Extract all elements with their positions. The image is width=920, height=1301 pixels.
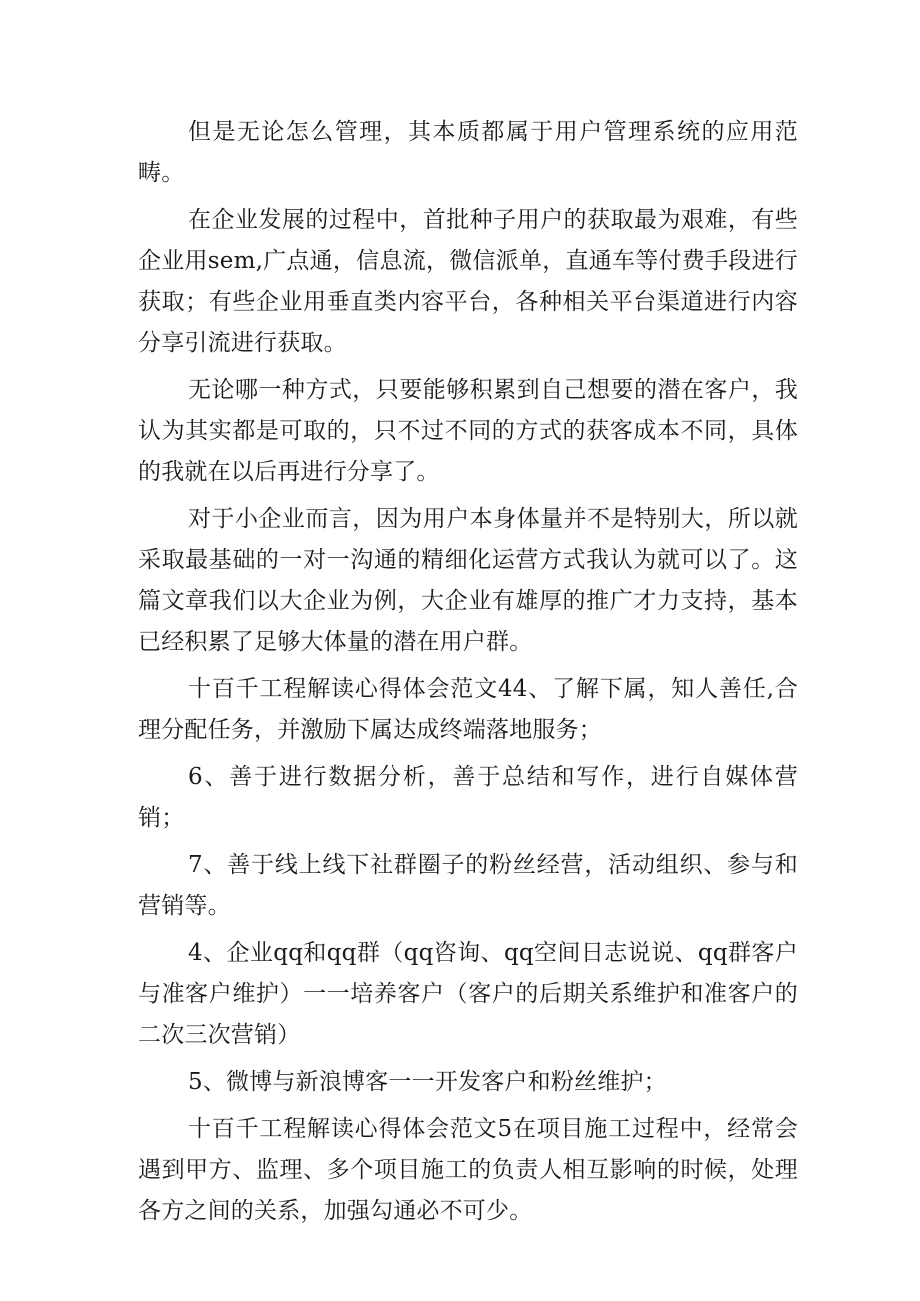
paragraph-item-5-weibo: 5、微博与新浪博客一一开发客户和粉丝维护；	[188, 1069, 667, 1095]
paragraph-item-4-qq: 4、企业qq和qq群（qq咨询、qq空间日志说说、qq群客户与准客户维护）一一培养客户（客户的后期关系维护和准客户的二次三次营销）	[138, 940, 798, 1048]
paragraph-acquisition-cost: 无论哪一种方式，只要能够积累到自己想要的潜在客户，我认为其实都是可取的，只不过不同的方式的获客成本不同，具体的我就在以后再进行分享了。	[138, 377, 798, 485]
paragraph-item-6: 6、善于进行数据分析，善于总结和写作，进行自媒体营销；	[138, 764, 798, 831]
paragraph-sample-4: 十百千工程解读心得体会范文44、了解下属，知人善任,合理分配任务，并激励下属达成终端落地服务；	[138, 676, 798, 743]
paragraph-item-7: 7、善于线上线下社群圈子的粉丝经营，活动组织、参与和营销等。	[138, 852, 798, 919]
paragraph-small-enterprise: 对于小企业而言，因为用户本身体量并不是特别大，所以就采取最基础的一对一沟通的精细化运营方式我认为就可以了。这篇文章我们以大企业为例，大企业有雄厚的推广才力支持，基本已经积累了足够大体量的潜在用户群。	[138, 506, 798, 655]
document-body	[138, 112, 798, 1238]
paragraph-seed-users: 在企业发展的过程中，首批种子用户的获取最为艰难，有些企业用sem,广点通，信息流，微信派单，直通车等付费手段进行获取；有些企业用垂直类内容平台，各种相关平台渠道进行内容分享引流进行获取。	[138, 207, 798, 356]
paragraph-management-essence: 但是无论怎么管理，其本质都属于用户管理系统的应用范畴。	[138, 119, 798, 186]
paragraph-sample-5: 十百千工程解读心得体会范文5在项目施工过程中，经常会遇到甲方、监理、多个项目施工的负责人相互影响的时候，处理各方之间的关系，加强勾通必不可少。	[138, 1116, 798, 1224]
